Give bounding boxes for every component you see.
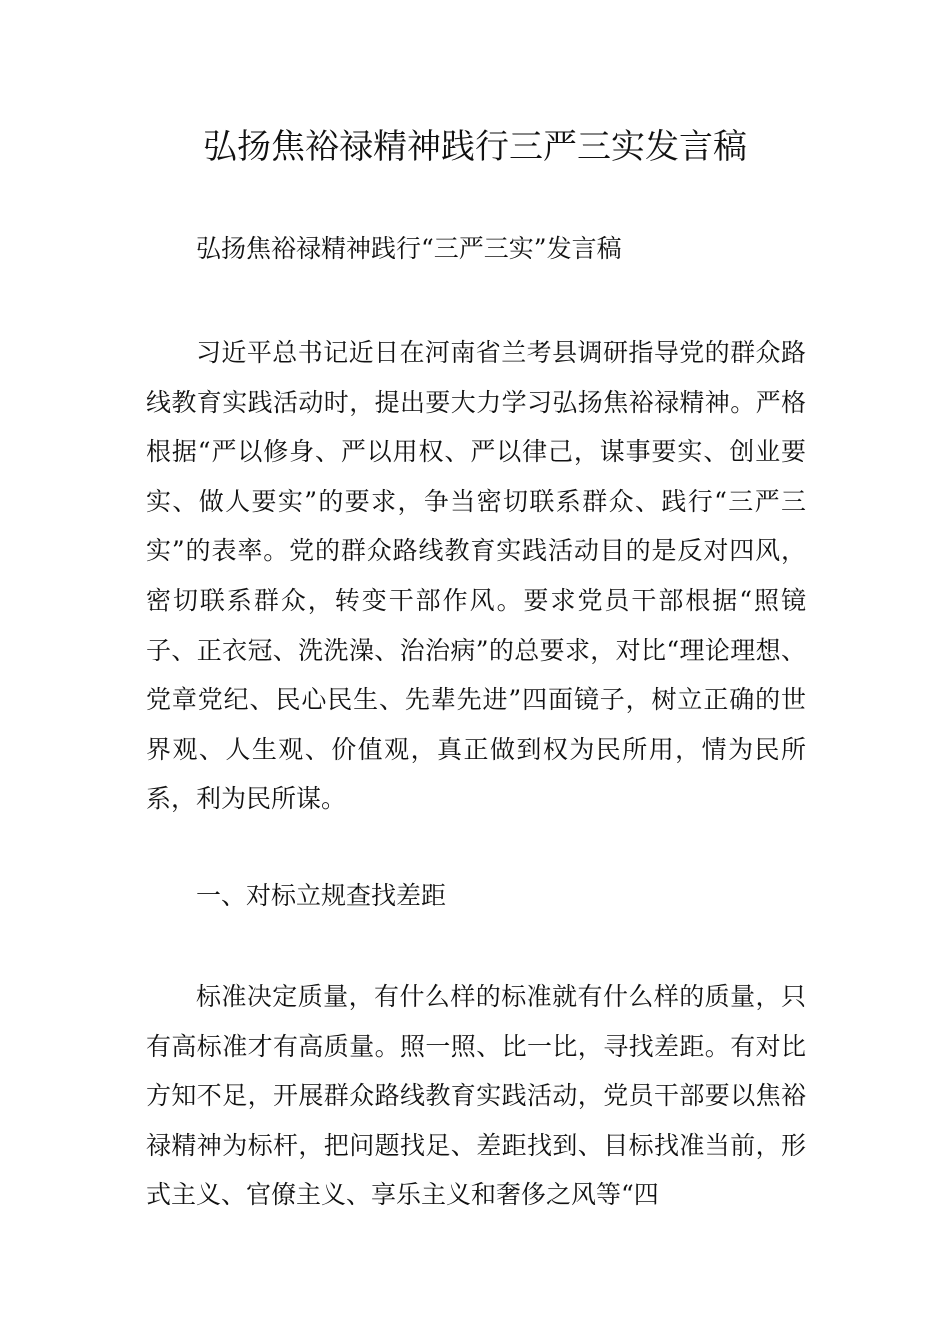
document-title: 弘扬焦裕禄精神践行三严三实发言稿 <box>203 127 747 167</box>
document-subtitle: 弘扬焦裕禄精神践行“三严三实”发言稿 <box>196 234 622 263</box>
section-heading: 一、对标立规查找差距 <box>196 881 447 910</box>
body-paragraph: 习近平总书记近日在河南省兰考县调研指导党的群众路线教育实践活动时，提出要大力学习弘扬焦裕禄精神。严格根据“严以修身、严以用权、严以律己，谋事要实、创业要实、做人要实”的要求，争当密切联系群众、践行“三严三实”的表率。党的群众路线教育实践活动目的是反对四风，密切联系群众，转变干部作风。要求党员干部根据“照镜子、正衣冠、洗洗澡、治治病”的总要求，对比“理论理想、党章党纪、民心民生、先辈先进”四面镜子，树立正确的世界观、人生观、价值观，真正做到权为民所用，情为民所系，利为民所谋。 <box>146 338 806 814</box>
body-paragraph: 标准决定质量，有什么样的标准就有什么样的质量，只有高标准才有高质量。照一照、比一比，寻找差距。有对比方知不足，开展群众路线教育实践活动，党员干部要以焦裕禄精神为标杆，把问题找足、差距找到、目标找准当前，形式主义、官僚主义、享乐主义和奢侈之风等“四 <box>146 982 806 1210</box>
